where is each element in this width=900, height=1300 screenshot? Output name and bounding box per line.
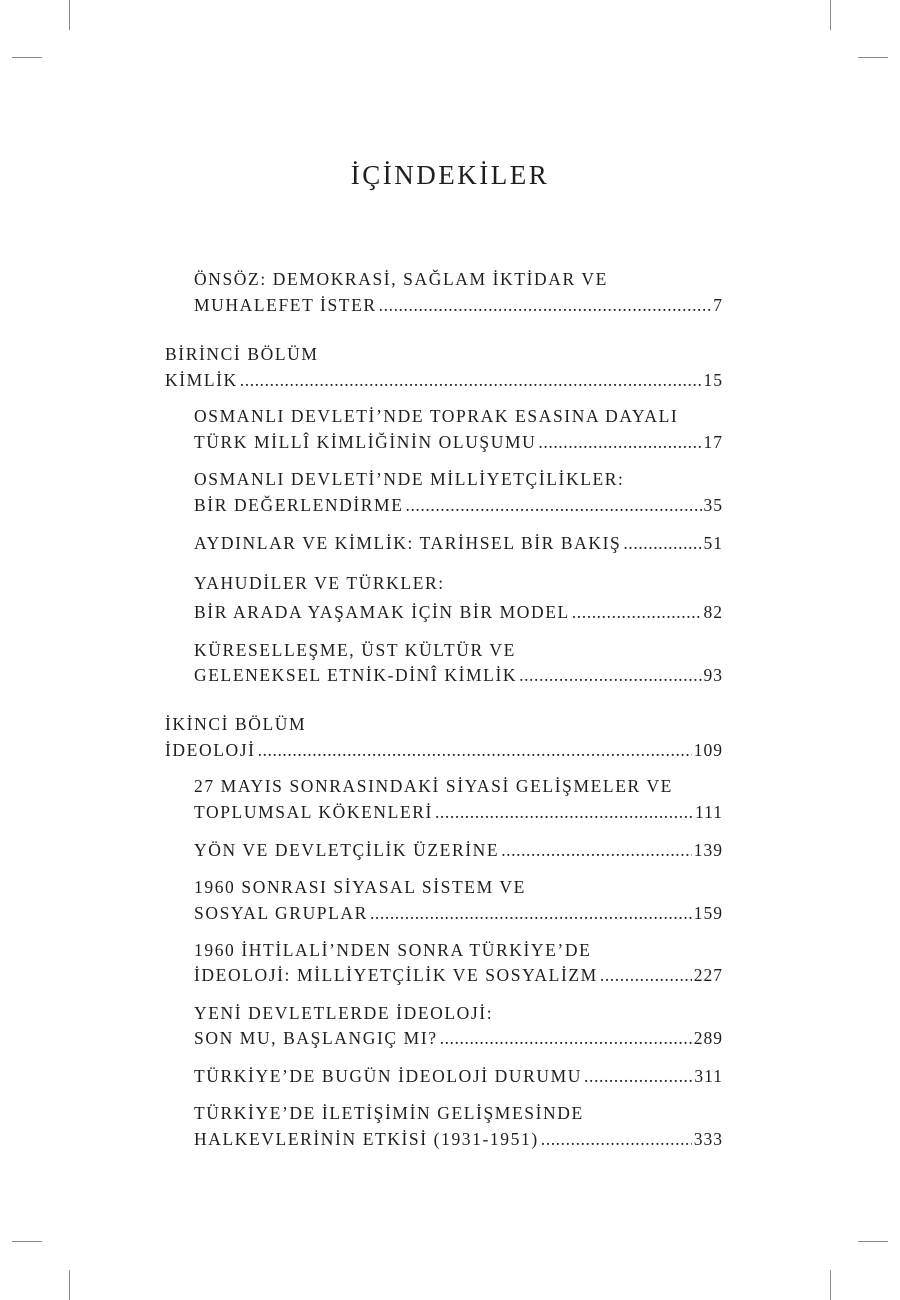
toc-entry-title: GELENEKSEL ETNİK-DİNÎ KİMLİK: [194, 665, 518, 685]
toc-entry-line: [194, 493, 723, 517]
toc-entry-line: [194, 600, 723, 624]
toc-entry-title: YÖN VE DEVLETÇİLİK ÜZERİNE: [194, 840, 500, 860]
leader-dots: [538, 430, 701, 454]
page-number: 93: [703, 665, 723, 685]
toc-entry-line: YAHUDİLER VE TÜRKLER:: [194, 573, 445, 593]
page-number: 111: [695, 802, 723, 822]
page-title: İÇİNDEKİLER: [350, 160, 550, 190]
leader-dots: [541, 1127, 692, 1151]
toc-entry-line: 1960 SONRASI SİYASAL SİSTEM VE: [194, 877, 526, 897]
part-heading: BİRİNCİ BÖLÜM: [165, 344, 319, 364]
leader-dots: [435, 800, 693, 824]
toc-entry-line: [194, 1127, 723, 1151]
page-number: 35: [703, 495, 723, 515]
leader-dots: [258, 738, 692, 762]
toc-entry-line: [194, 1026, 723, 1050]
leader-dots: [584, 1064, 692, 1088]
leader-dots: [440, 1026, 692, 1050]
toc-entry-line: OSMANLI DEVLETİ’NDE MİLLİYETÇİLİKLER:: [194, 469, 625, 489]
toc-entry-title: BİR ARADA YAŞAMAK İÇİN BİR MODEL: [194, 602, 570, 622]
page-number: 51: [703, 533, 723, 553]
toc-entry-line: [194, 963, 723, 987]
toc-entry-title: MUHALEFET İSTER: [194, 295, 377, 315]
toc-part-line: [165, 368, 723, 392]
leader-dots: [572, 600, 702, 624]
leader-dots: [240, 368, 702, 392]
toc-entry-line: [194, 531, 723, 555]
page-number: 139: [693, 840, 723, 860]
toc-entry-line: [194, 800, 723, 824]
leader-dots: [519, 663, 701, 687]
toc-entry-title: SOSYAL GRUPLAR: [194, 903, 368, 923]
toc-entry-title: HALKEVLERİNİN ETKİSİ (1931-1951): [194, 1129, 539, 1149]
toc-entry-title: TÜRKİYE’DE BUGÜN İDEOLOJİ DURUMU: [194, 1066, 583, 1086]
part-title: İDEOLOJİ: [165, 740, 256, 760]
toc-entry-line: [194, 1064, 723, 1088]
page-number: 289: [693, 1028, 723, 1048]
page-number: 227: [693, 965, 723, 985]
toc-entry-line: 27 MAYIS SONRASINDAKİ SİYASİ GELİŞMELER VE: [194, 776, 673, 796]
toc-entry-line: [194, 901, 723, 925]
page-number: 311: [694, 1066, 723, 1086]
part-heading: İKİNCİ BÖLÜM: [165, 714, 307, 734]
toc-entry-line: OSMANLI DEVLETİ’NDE TOPRAK ESASINA DAYALI: [194, 406, 679, 426]
toc-entry-line: KÜRESELLEŞME, ÜST KÜLTÜR VE: [194, 640, 516, 660]
toc-entry-line: [194, 293, 723, 317]
page-number: 7: [713, 295, 723, 315]
page-number: 82: [703, 602, 723, 622]
toc-entry-title: SON MU, BAŞLANGIÇ MI?: [194, 1028, 438, 1048]
leader-dots: [501, 838, 692, 862]
page-number: 333: [693, 1129, 723, 1149]
toc-entry-title: BİR DEĞERLENDİRME: [194, 495, 404, 515]
leader-dots: [405, 493, 701, 517]
toc-entry-title: AYDINLAR VE KİMLİK: TARİHSEL BİR BAKIŞ: [194, 533, 622, 553]
toc-entry-line: YENİ DEVLETLERDE İDEOLOJİ:: [194, 1003, 494, 1023]
leader-dots: [600, 963, 692, 987]
page-number: 159: [693, 903, 723, 923]
part-title: KİMLİK: [165, 370, 238, 390]
page-number: 109: [693, 740, 723, 760]
page-number: 15: [703, 370, 723, 390]
leader-dots: [623, 531, 701, 555]
toc-entry-line: [194, 430, 723, 454]
toc-entry-title: TÜRK MİLLÎ KİMLİĞİNİN OLUŞUMU: [194, 432, 537, 452]
toc-entry-line: 1960 İHTİLALİ’NDEN SONRA TÜRKİYE’DE: [194, 940, 592, 960]
toc-entry-line: [194, 663, 723, 687]
toc-entry-title: İDEOLOJİ: MİLLİYETÇİLİK VE SOSYALİZM: [194, 965, 598, 985]
page-number: 17: [703, 432, 723, 452]
toc-entry-line: TÜRKİYE’DE İLETİŞİMİN GELİŞMESİNDE: [194, 1103, 584, 1123]
toc-entry-line: ÖNSÖZ: DEMOKRASİ, SAĞLAM İKTİDAR VE: [194, 269, 608, 289]
leader-dots: [379, 293, 712, 317]
toc-entry-line: [194, 838, 723, 862]
leader-dots: [370, 901, 692, 925]
toc-entry-title: TOPLUMSAL KÖKENLERİ: [194, 802, 433, 822]
toc-part-line: [165, 738, 723, 762]
